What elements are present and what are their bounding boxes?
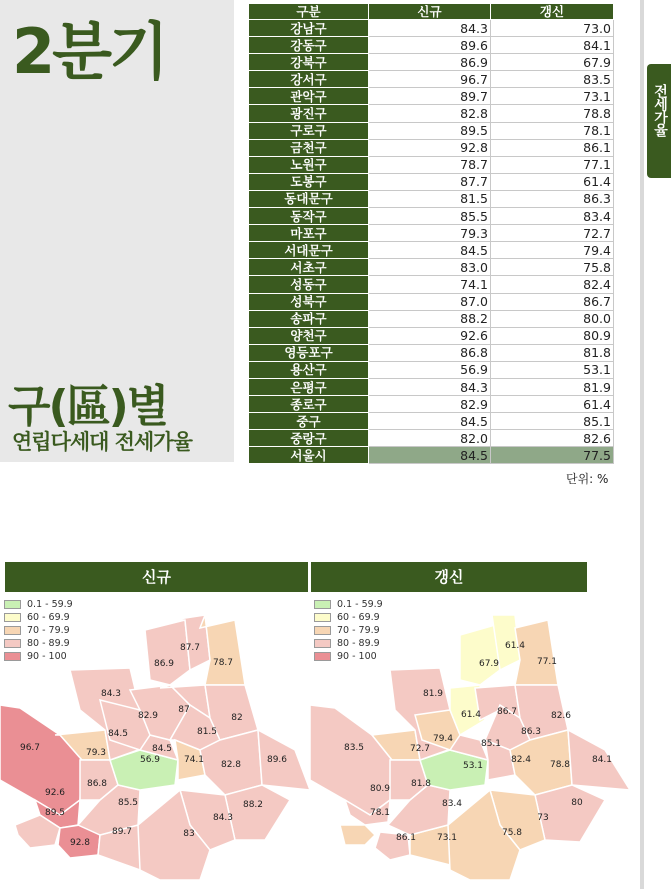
legend-swatch (314, 600, 331, 609)
district-cell: 종로구 (249, 396, 369, 413)
legend-label: 0.1 - 59.9 (27, 599, 73, 610)
district-value-label: 85.1 (480, 739, 502, 749)
table-row (249, 327, 614, 344)
district-value-label: 84.1 (591, 755, 613, 765)
district-cell: 용산구 (249, 361, 369, 378)
new-rate-cell: 82.0 (369, 430, 491, 447)
legend-label: 60 - 69.9 (337, 612, 380, 623)
district-value-label: 84.5 (107, 729, 129, 739)
renew-rate-cell: 84.1 (491, 37, 614, 54)
district-value-label: 61.4 (504, 641, 526, 651)
table-row (249, 361, 614, 378)
district-cell: 강서구 (249, 71, 369, 88)
district-cell: 송파구 (249, 310, 369, 327)
table-row (249, 293, 614, 310)
legend-label: 70 - 79.9 (337, 625, 380, 636)
seoul-map-new (0, 610, 310, 889)
district-value-label: 87 (178, 705, 190, 715)
district-cell: 강남구 (249, 20, 369, 37)
district-value-label: 83.4 (441, 799, 463, 809)
district-cell: 양천구 (249, 327, 369, 344)
new-rate-cell: 86.8 (369, 344, 491, 361)
district-cell: 도봉구 (249, 173, 369, 190)
table-row (249, 88, 614, 105)
new-rate-cell: 87.0 (369, 293, 491, 310)
district-value-label: 82.9 (137, 711, 159, 721)
scroll-divider (640, 0, 644, 889)
renew-rate-cell: 82.6 (491, 430, 614, 447)
district-value-label: 84.3 (100, 689, 122, 699)
district-region (0, 705, 82, 815)
renew-rate-cell: 73.1 (491, 88, 614, 105)
table-row (249, 173, 614, 190)
district-region (515, 620, 558, 685)
renew-rate-cell: 75.8 (491, 259, 614, 276)
table-row (249, 156, 614, 173)
renew-rate-cell: 80.9 (491, 327, 614, 344)
district-cell: 중랑구 (249, 430, 369, 447)
renew-rate-cell: 77.1 (491, 156, 614, 173)
renew-rate-cell: 78.1 (491, 122, 614, 139)
district-value-label: 67.9 (478, 659, 500, 669)
new-rate-cell: 88.2 (369, 310, 491, 327)
renew-rate-cell: 83.4 (491, 208, 614, 225)
table-row (249, 396, 614, 413)
new-rate-cell: 74.1 (369, 276, 491, 293)
table-row (249, 413, 614, 430)
district-value-label: 73 (537, 813, 549, 823)
district-heading: 구(區)별 (8, 381, 168, 432)
district-value-label: 88.2 (242, 800, 264, 810)
district-region (310, 705, 392, 815)
district-value-label: 86.8 (86, 779, 108, 789)
district-value-label: 86.7 (496, 707, 518, 717)
renew-rate-cell: 81.9 (491, 378, 614, 395)
new-rate-cell: 89.6 (369, 37, 491, 54)
district-cell: 노원구 (249, 156, 369, 173)
table-row (249, 430, 614, 447)
district-value-label: 56.9 (139, 755, 161, 765)
district-value-label: 83.5 (343, 743, 365, 753)
district-value-label: 96.7 (19, 743, 41, 753)
district-value-label: 72.7 (409, 744, 431, 754)
column-header-district: 구분 (249, 4, 369, 20)
renew-rate-cell: 61.4 (491, 396, 614, 413)
district-value-label: 82.4 (510, 755, 532, 765)
table-row (249, 242, 614, 259)
legend-label: 80 - 89.9 (337, 638, 380, 649)
table-total-row (249, 447, 614, 464)
table-row (249, 259, 614, 276)
district-cell: 강동구 (249, 37, 369, 54)
renew-rate-cell: 81.8 (491, 344, 614, 361)
renew-rate-cell: 79.4 (491, 242, 614, 259)
district-value-label: 79.3 (85, 748, 107, 758)
district-cell: 동대문구 (249, 190, 369, 207)
table-row (249, 71, 614, 88)
new-rate-cell: 87.7 (369, 173, 491, 190)
legend-label: 0.1 - 59.9 (337, 599, 383, 610)
table-row (249, 225, 614, 242)
district-value-label: 73.1 (436, 833, 458, 843)
table-row (249, 54, 614, 71)
renew-rate-cell: 61.4 (491, 173, 614, 190)
renew-rate-cell: 83.5 (491, 71, 614, 88)
district-value-label: 83 (183, 829, 195, 839)
table-row (249, 122, 614, 139)
column-header-new: 신규 (369, 4, 491, 20)
district-value-label: 81.8 (410, 779, 432, 789)
renew-rate-cell: 77.5 (491, 447, 614, 464)
side-tab-jeonse-ratio[interactable] (647, 64, 671, 178)
table-row (249, 208, 614, 225)
district-cell: 구로구 (249, 122, 369, 139)
unit-note: 단위: % (566, 472, 609, 486)
district-value-label: 82 (231, 713, 243, 723)
district-value-label: 89.6 (266, 755, 288, 765)
district-value-label: 86.3 (520, 727, 542, 737)
district-value-label: 92.8 (69, 838, 91, 848)
district-value-label: 53.1 (462, 761, 484, 771)
district-region (340, 825, 375, 845)
district-value-label: 85.5 (117, 798, 139, 808)
district-value-label: 81.9 (422, 689, 444, 699)
renew-rate-cell: 86.3 (491, 190, 614, 207)
renew-rate-cell: 86.1 (491, 139, 614, 156)
district-value-label: 81.5 (196, 727, 218, 737)
table-row (249, 276, 614, 293)
new-rate-cell: 89.7 (369, 88, 491, 105)
table-row (249, 20, 614, 37)
column-header-renew: 갱신 (491, 4, 614, 20)
new-rate-cell: 78.7 (369, 156, 491, 173)
table-row (249, 190, 614, 207)
district-value-label: 84.3 (212, 813, 234, 823)
district-cell: 영등포구 (249, 344, 369, 361)
seoul-map-renew (310, 610, 640, 889)
new-rate-cell: 84.5 (369, 413, 491, 430)
district-value-label: 82.8 (220, 760, 242, 770)
new-rate-cell: 84.3 (369, 20, 491, 37)
legend-swatch (4, 600, 21, 609)
district-cell: 서대문구 (249, 242, 369, 259)
district-value-label: 61.4 (460, 710, 482, 720)
new-rate-cell: 82.9 (369, 396, 491, 413)
new-rate-cell: 92.6 (369, 327, 491, 344)
table-row (249, 378, 614, 395)
jeonse-ratio-subheading: 연립다세대 전세가율 (12, 430, 192, 454)
jeonse-ratio-table (248, 3, 614, 464)
district-value-label: 92.6 (44, 788, 66, 798)
side-tab-label: 전세가율 (652, 84, 668, 136)
title-card (0, 0, 234, 462)
new-rate-cell: 89.5 (369, 122, 491, 139)
new-rate-cell: 84.3 (369, 378, 491, 395)
district-value-label: 86.9 (153, 659, 175, 669)
district-value-label: 78.1 (369, 808, 391, 818)
legend-label: 90 - 100 (27, 651, 67, 662)
legend-label: 70 - 79.9 (27, 625, 70, 636)
district-value-label: 78.8 (549, 760, 571, 770)
new-rate-cell: 79.3 (369, 225, 491, 242)
renew-rate-cell: 78.8 (491, 105, 614, 122)
district-value-label: 84.5 (151, 744, 173, 754)
new-rate-cell: 56.9 (369, 361, 491, 378)
map-title-new: 신규 (5, 562, 308, 592)
district-value-label: 78.7 (212, 658, 234, 668)
new-rate-cell: 84.5 (369, 242, 491, 259)
district-value-label: 77.1 (536, 657, 558, 667)
district-cell: 서초구 (249, 259, 369, 276)
district-cell: 동작구 (249, 208, 369, 225)
table-row (249, 344, 614, 361)
table-row (249, 310, 614, 327)
new-rate-cell: 85.5 (369, 208, 491, 225)
district-cell: 성북구 (249, 293, 369, 310)
district-region (225, 785, 290, 840)
renew-rate-cell: 86.7 (491, 293, 614, 310)
district-value-label: 86.1 (395, 833, 417, 843)
district-value-label: 82.6 (550, 711, 572, 721)
new-rate-cell: 82.8 (369, 105, 491, 122)
district-cell: 서울시 (249, 447, 369, 464)
renew-rate-cell: 80.0 (491, 310, 614, 327)
district-value-label: 79.4 (432, 734, 454, 744)
table-row (249, 105, 614, 122)
renew-rate-cell: 73.0 (491, 20, 614, 37)
district-cell: 성동구 (249, 276, 369, 293)
renew-rate-cell: 82.4 (491, 276, 614, 293)
district-cell: 강북구 (249, 54, 369, 71)
map-title-renew: 갱신 (311, 562, 587, 592)
district-value-label: 80.9 (369, 784, 391, 794)
quarter-title: 2분기 (12, 15, 166, 88)
new-rate-cell: 83.0 (369, 259, 491, 276)
legend-label: 90 - 100 (337, 651, 377, 662)
district-cell: 마포구 (249, 225, 369, 242)
district-value-label: 87.7 (179, 643, 201, 653)
district-region (460, 625, 500, 685)
district-cell: 광진구 (249, 105, 369, 122)
table-body (249, 20, 614, 464)
renew-rate-cell: 72.7 (491, 225, 614, 242)
legend-label: 80 - 89.9 (27, 638, 70, 649)
district-cell: 은평구 (249, 378, 369, 395)
district-cell: 금천구 (249, 139, 369, 156)
renew-rate-cell: 53.1 (491, 361, 614, 378)
district-value-label: 89.5 (44, 808, 66, 818)
legend-label: 60 - 69.9 (27, 612, 70, 623)
new-rate-cell: 81.5 (369, 190, 491, 207)
new-rate-cell: 96.7 (369, 71, 491, 88)
renew-rate-cell: 85.1 (491, 413, 614, 430)
district-value-label: 75.8 (501, 828, 523, 838)
renew-rate-cell: 67.9 (491, 54, 614, 71)
district-cell: 관악구 (249, 88, 369, 105)
district-value-label: 80 (571, 798, 583, 808)
district-value-label: 89.7 (111, 827, 133, 837)
table-row (249, 139, 614, 156)
new-rate-cell: 92.8 (369, 139, 491, 156)
table-header-row (249, 4, 614, 20)
district-cell: 중구 (249, 413, 369, 430)
district-value-label: 74.1 (183, 755, 205, 765)
new-rate-cell: 84.5 (369, 447, 491, 464)
new-rate-cell: 86.9 (369, 54, 491, 71)
table-row (249, 37, 614, 54)
